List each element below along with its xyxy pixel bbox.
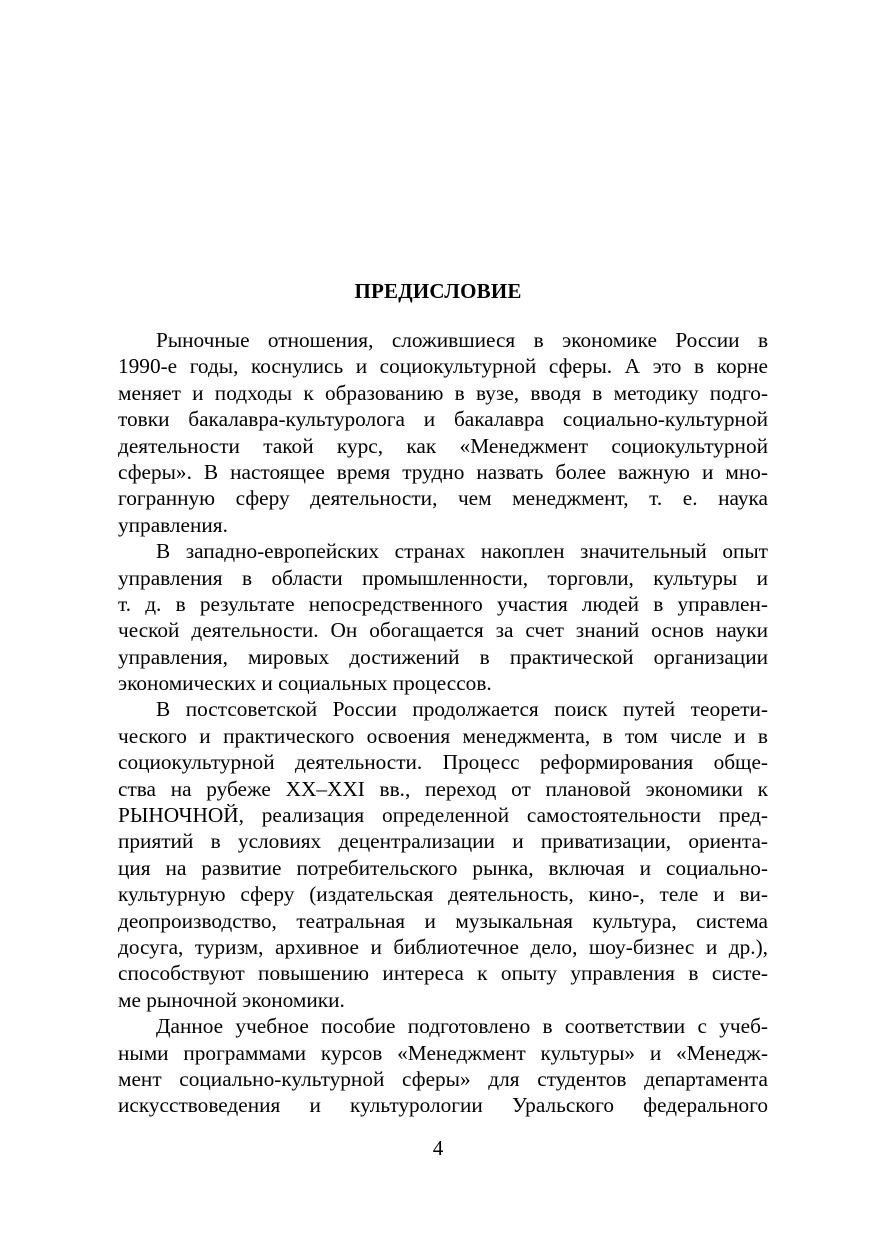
text-line: культурную сферу (издательская деятельность, кино-, теле и ви- xyxy=(118,882,768,907)
text-line: досуга, туризм, архивное и библиотечное дело, шоу-бизнес и др.), xyxy=(118,934,768,959)
text-line: способствуют повышению интереса к опыту управления в систе- xyxy=(118,961,768,986)
page-title: ПРЕДИСЛОВИЕ xyxy=(354,279,522,303)
text-line: социокультурной деятельности. Процесс реформирования обще- xyxy=(118,750,768,775)
text-line: Данное учебное пособие подготовлено в соответствии с учеб- xyxy=(156,1014,768,1039)
text-line: В постсоветской России продолжается поиск путей теорети- xyxy=(156,697,768,722)
text-line: ме рыночной экономики. xyxy=(118,987,345,1012)
page-number: 4 xyxy=(432,1136,444,1160)
text-line: В западно-европейских странах накоплен значительный опыт xyxy=(156,539,768,564)
text-line: ными программами курсов «Менеджмент культуры» и «Менедж- xyxy=(118,1040,768,1065)
text-line: Рыночные отношения, сложившиеся в экономике России в xyxy=(156,328,768,352)
paragraph-3 xyxy=(118,696,768,1013)
text-line: мент социально-культурной сферы» для студентов департамента xyxy=(118,1066,768,1091)
text-line: управления, мировых достижений в практической организации xyxy=(118,644,768,669)
text-line: ческого и практического освоения менеджмента, в том числе и в xyxy=(118,723,768,748)
text-line: сферы». В настоящее время трудно назвать более важную и мно- xyxy=(118,459,768,484)
text-line: ства на рубеже XX–XXI вв., переход от плановой экономики к xyxy=(118,776,768,801)
text-line: меняет и подходы к образованию в вузе, вводя в методику подго- xyxy=(118,380,768,405)
text-line: гогранную сферу деятельности, чем менеджмент, т. е. наука xyxy=(118,486,768,511)
text-line: деопроизводство, театральная и музыкальная культура, система xyxy=(118,908,768,933)
paragraph-4 xyxy=(118,1013,768,1119)
text-line: т. д. в результате непосредственного участия людей в управлен- xyxy=(118,591,768,616)
text-line: экономических и социальных процессов. xyxy=(118,671,492,696)
text-line: искусствоведения и культурологии Уральского федерального xyxy=(118,1093,768,1118)
text-line: ческой деятельности. Он обогащается за счет знаний основ науки xyxy=(118,618,768,643)
text-line: 1990-е годы, коснулись и социокультурной сферы. А это в корне xyxy=(118,354,768,379)
text-line: управления в области промышленности, торговли, культуры и xyxy=(118,565,768,590)
paragraph-2 xyxy=(118,538,768,696)
text-line: РЫНОЧНОЙ, реализация определенной самостоятельности пред- xyxy=(118,803,768,828)
text-line: приятий в условиях децентрализации и приватизации, ориента- xyxy=(118,829,768,854)
text-line: управления. xyxy=(118,512,228,537)
body-text xyxy=(118,327,768,1119)
text-line: деятельности такой курс, как «Менеджмент социокультурной xyxy=(118,433,768,458)
text-line: товки бакалавра-культуролога и бакалавра социально-культурной xyxy=(118,407,768,432)
text-line: ция на развитие потребительского рынка, включая и социально- xyxy=(118,855,768,880)
paragraph-1 xyxy=(118,327,768,538)
